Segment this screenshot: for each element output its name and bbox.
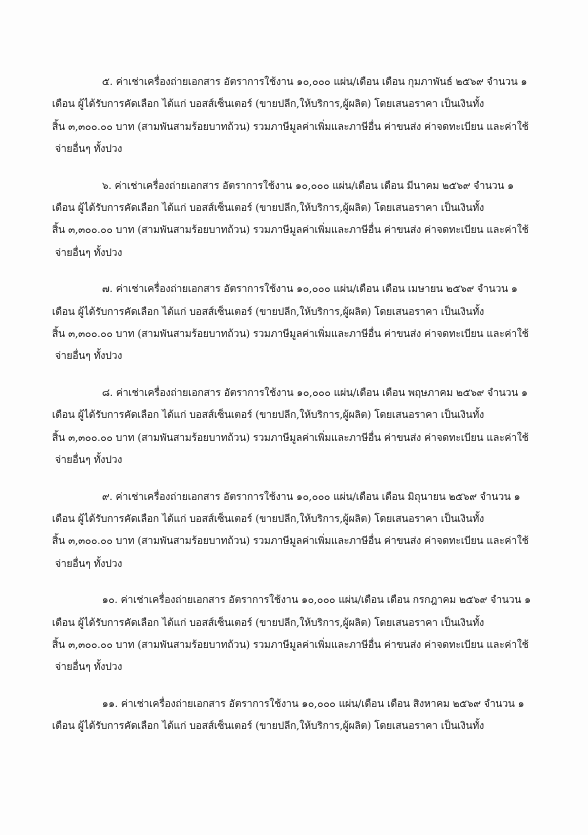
- item-line: จ่ายอื่นๆ ทั้งปวง: [55, 558, 123, 570]
- item-line: เดือน ผู้ได้รับการคัดเลือก ได้แก่ บอสส์เซ็นเตอร์ (ขายปลีก,ให้บริการ,ผู้ผลิต) โดยเสนอราคา เป็นเงินทั้ง: [52, 721, 485, 733]
- item-line: จ่ายอื่นๆ ทั้งปวง: [55, 455, 123, 467]
- item-line: เดือน ผู้ได้รับการคัดเลือก ได้แก่ บอสส์เซ็นเตอร์ (ขายปลีก,ให้บริการ,ผู้ผลิต) โดยเสนอราคา เป็นเงินทั้ง: [52, 306, 485, 318]
- item-line: จ่ายอื่นๆ ทั้งปวง: [55, 351, 123, 363]
- document-body: [52, 72, 552, 753]
- item-line: ๘. ค่าเช่าเครื่องถ่ายเอกสาร อัตราการใช้งาน ๑๐,๐๐๐ แผ่น/เดือน เดือน พฤษภาคม ๒๕๖๙ จำนวน ๑: [102, 387, 528, 399]
- list-item: [52, 72, 552, 162]
- item-line: สิ้น ๓,๓๐๐.๐๐ บาท (สามพันสามร้อยบาทถ้วน) รวมภาษีมูลค่าเพิ่มและภาษีอื่น ค่าขนส่ง ค่าจดทะเบียน และค่าใช้: [52, 121, 529, 133]
- item-line: เดือน ผู้ได้รับการคัดเลือก ได้แก่ บอสส์เซ็นเตอร์ (ขายปลีก,ให้บริการ,ผู้ผลิต) โดยเสนอราคา เป็นเงินทั้ง: [52, 99, 485, 111]
- item-line: สิ้น ๓,๓๐๐.๐๐ บาท (สามพันสามร้อยบาทถ้วน) รวมภาษีมูลค่าเพิ่มและภาษีอื่น ค่าขนส่ง ค่าจดทะเบียน และค่าใช้: [52, 225, 529, 237]
- item-line: จ่ายอื่นๆ ทั้งปวง: [55, 247, 123, 259]
- item-line: สิ้น ๓,๓๐๐.๐๐ บาท (สามพันสามร้อยบาทถ้วน) รวมภาษีมูลค่าเพิ่มและภาษีอื่น ค่าขนส่ง ค่าจดทะเบียน และค่าใช้: [52, 432, 529, 444]
- item-line: เดือน ผู้ได้รับการคัดเลือก ได้แก่ บอสส์เซ็นเตอร์ (ขายปลีก,ให้บริการ,ผู้ผลิต) โดยเสนอราคา เป็นเงินทั้ง: [52, 617, 485, 629]
- list-item: [52, 487, 552, 577]
- item-line: ๙. ค่าเช่าเครื่องถ่ายเอกสาร อัตราการใช้งาน ๑๐,๐๐๐ แผ่น/เดือน เดือน มิถุนายน ๒๕๖๙ จำนวน ๑: [102, 491, 521, 503]
- item-line: ๕. ค่าเช่าเครื่องถ่ายเอกสาร อัตราการใช้งาน ๑๐,๐๐๐ แผ่น/เดือน เดือน กุมภาพันธ์ ๒๕๖๙ จำนวน ๑: [102, 77, 528, 88]
- item-line: เดือน ผู้ได้รับการคัดเลือก ได้แก่ บอสส์เซ็นเตอร์ (ขายปลีก,ให้บริการ,ผู้ผลิต) โดยเสนอราคา เป็นเงินทั้ง: [52, 513, 485, 525]
- list-item: [52, 279, 552, 369]
- item-line: สิ้น ๓,๓๐๐.๐๐ บาท (สามพันสามร้อยบาทถ้วน) รวมภาษีมูลค่าเพิ่มและภาษีอื่น ค่าขนส่ง ค่าจดทะเบียน และค่าใช้: [52, 329, 529, 341]
- item-line: ๑๑. ค่าเช่าเครื่องถ่ายเอกสาร อัตราการใช้งาน ๑๐,๐๐๐ แผ่น/เดือน เดือน สิงหาคม ๒๕๖๙ จำนวน ๑: [102, 698, 525, 710]
- item-line: จ่ายอื่นๆ ทั้งปวง: [55, 144, 123, 156]
- item-line: ๖. ค่าเช่าเครื่องถ่ายเอกสาร อัตราการใช้งาน ๑๐,๐๐๐ แผ่น/เดือน เดือน มีนาคม ๒๕๖๙ จำนวน ๑: [102, 180, 514, 192]
- item-line: เดือน ผู้ได้รับการคัดเลือก ได้แก่ บอสส์เซ็นเตอร์ (ขายปลีก,ให้บริการ,ผู้ผลิต) โดยเสนอราคา เป็นเงินทั้ง: [52, 203, 485, 215]
- list-item: [52, 694, 552, 739]
- item-line: สิ้น ๓,๓๐๐.๐๐ บาท (สามพันสามร้อยบาทถ้วน) รวมภาษีมูลค่าเพิ่มและภาษีอื่น ค่าขนส่ง ค่าจดทะเบียน และค่าใช้: [52, 536, 529, 548]
- list-item: [52, 383, 552, 473]
- item-line: ๑๐. ค่าเช่าเครื่องถ่ายเอกสาร อัตราการใช้งาน ๑๐,๐๐๐ แผ่น/เดือน เดือน กรกฎาคม ๒๕๖๙ จำนวน ๑: [102, 595, 531, 607]
- item-line: จ่ายอื่นๆ ทั้งปวง: [55, 662, 123, 674]
- list-item: [52, 176, 552, 266]
- item-line: เดือน ผู้ได้รับการคัดเลือก ได้แก่ บอสส์เซ็นเตอร์ (ขายปลีก,ให้บริการ,ผู้ผลิต) โดยเสนอราคา เป็นเงินทั้ง: [52, 410, 485, 422]
- item-line: สิ้น ๓,๓๐๐.๐๐ บาท (สามพันสามร้อยบาทถ้วน) รวมภาษีมูลค่าเพิ่มและภาษีอื่น ค่าขนส่ง ค่าจดทะเบียน และค่าใช้: [52, 639, 529, 651]
- item-line: ๗. ค่าเช่าเครื่องถ่ายเอกสาร อัตราการใช้งาน ๑๐,๐๐๐ แผ่น/เดือน เดือน เมษายน ๒๕๖๙ จำนวน ๑: [102, 284, 518, 296]
- list-item: [52, 590, 552, 680]
